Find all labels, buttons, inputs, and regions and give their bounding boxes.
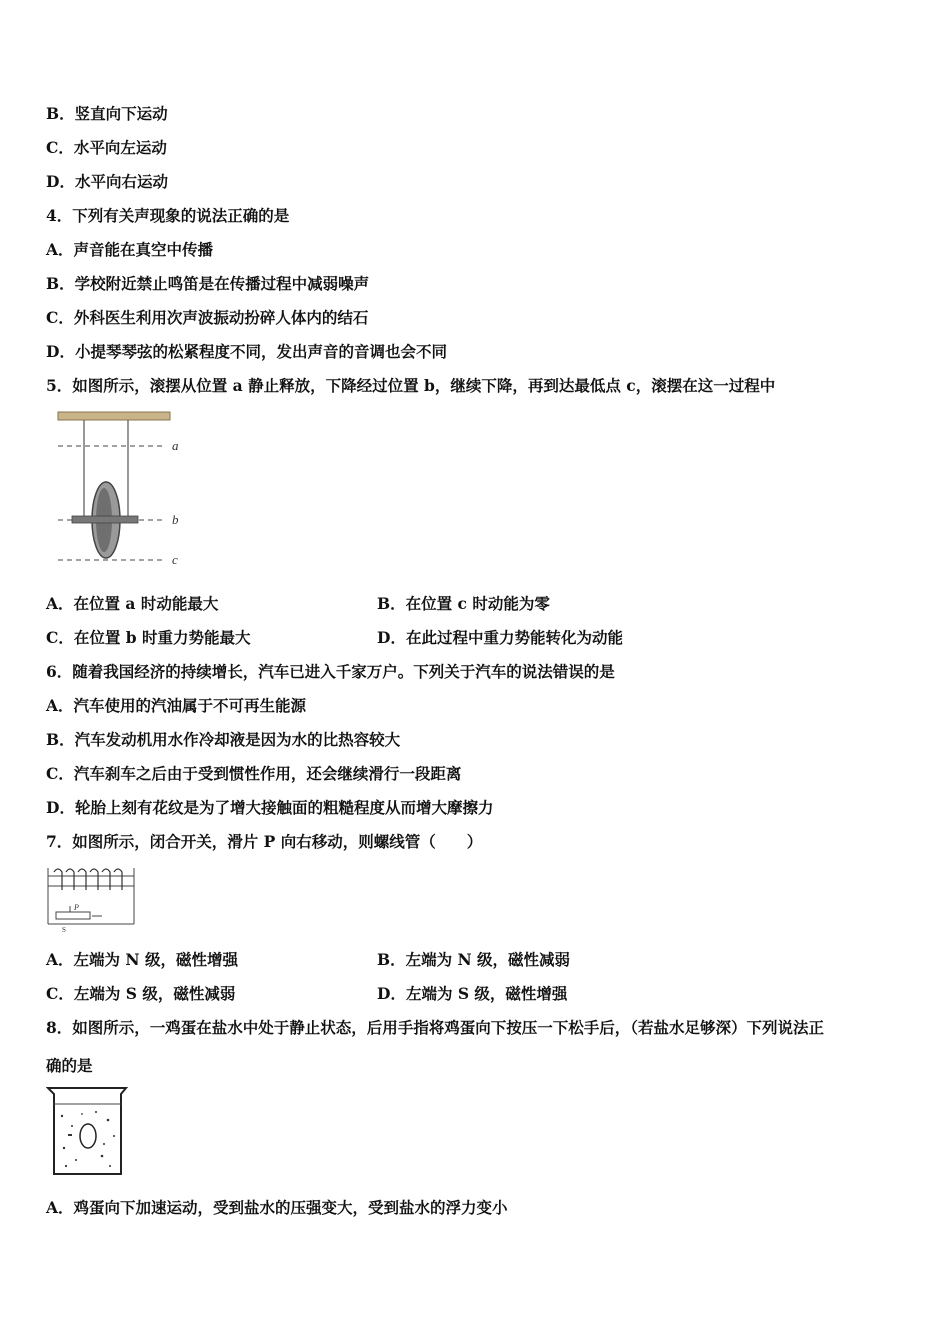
q6-stem: 6．随着我国经济的持续增长，汽车已进入千家万户。下列关于汽车的说法错误的是 <box>46 662 615 681</box>
q5-label-c: c <box>172 552 178 567</box>
q7-option-c: C．左端为 S 级，磁性减弱 <box>46 984 236 1003</box>
q5-stem: 5．如图所示，滚摆从位置 a 静止释放，下降经过位置 b，继续下降，再到达最低点 c，滚摆在这一过程中 <box>46 376 776 395</box>
q8-stem-line1: 8．如图所示，一鸡蛋在盐水中处于静止状态，后用手指将鸡蛋向下按压一下松手后，（若盐水足够深）下列说法正 <box>46 1018 825 1037</box>
q3-option-c: C．水平向左运动 <box>46 138 167 157</box>
q6-option-a: A．汽车使用的汽油属于不可再生能源 <box>46 696 307 715</box>
q7-option-d: D．左端为 S 级，磁性增强 <box>377 984 568 1003</box>
q8-stem-line2: 确的是 <box>46 1056 93 1075</box>
q7-label-p: P <box>74 903 79 912</box>
q4-option-b: B．学校附近禁止鸣笛是在传播过程中减弱噪声 <box>46 274 370 293</box>
q4-option-c: C．外科医生利用次声波振动扮碎人体内的结石 <box>46 308 369 327</box>
q7-stem: 7．如图所示，闭合开关，滑片 P 向右移动，则螺线管（ ） <box>46 832 483 851</box>
q7-option-b: B．左端为 N 级，磁性减弱 <box>377 950 571 969</box>
q5-option-c: C．在位置 b 时重力势能最大 <box>46 628 251 647</box>
q8-option-a: A．鸡蛋向下加速运动，受到盐水的压强变大，受到盐水的浮力变小 <box>46 1198 508 1217</box>
q6-option-b: B．汽车发动机用水作冷却液是因为水的比热容较大 <box>46 730 401 749</box>
q8-beaker-egg-figure <box>46 1086 131 1178</box>
q5-maxwell-pendulum-figure <box>46 408 196 573</box>
q3-option-b: B．竖直向下运动 <box>46 104 168 123</box>
q4-stem: 4．下列有关声现象的说法正确的是 <box>46 206 290 225</box>
q4-option-d: D．小提琴琴弦的松紧程度不同，发出声音的音调也会不同 <box>46 342 447 361</box>
q5-option-a: A．在位置 a 时动能最大 <box>46 594 219 613</box>
q6-option-d: D．轮胎上刻有花纹是为了增大接触面的粗糙程度从而增大摩擦力 <box>46 798 494 817</box>
q5-option-b: B．在位置 c 时动能为零 <box>377 594 550 613</box>
q5-label-b: b <box>172 512 179 527</box>
q5-option-d: D．在此过程中重力势能转化为动能 <box>377 628 623 647</box>
q7-label-s: S <box>62 926 66 934</box>
q6-option-c: C．汽车刹车之后由于受到惯性作用，还会继续滑行一段距离 <box>46 764 462 783</box>
q3-option-d: D．水平向右运动 <box>46 172 168 191</box>
q4-option-a: A．声音能在真空中传播 <box>46 240 214 259</box>
q7-option-a: A．左端为 N 级，磁性增强 <box>46 950 238 969</box>
q5-label-a: a <box>172 438 179 453</box>
q7-solenoid-circuit-figure <box>46 862 141 934</box>
